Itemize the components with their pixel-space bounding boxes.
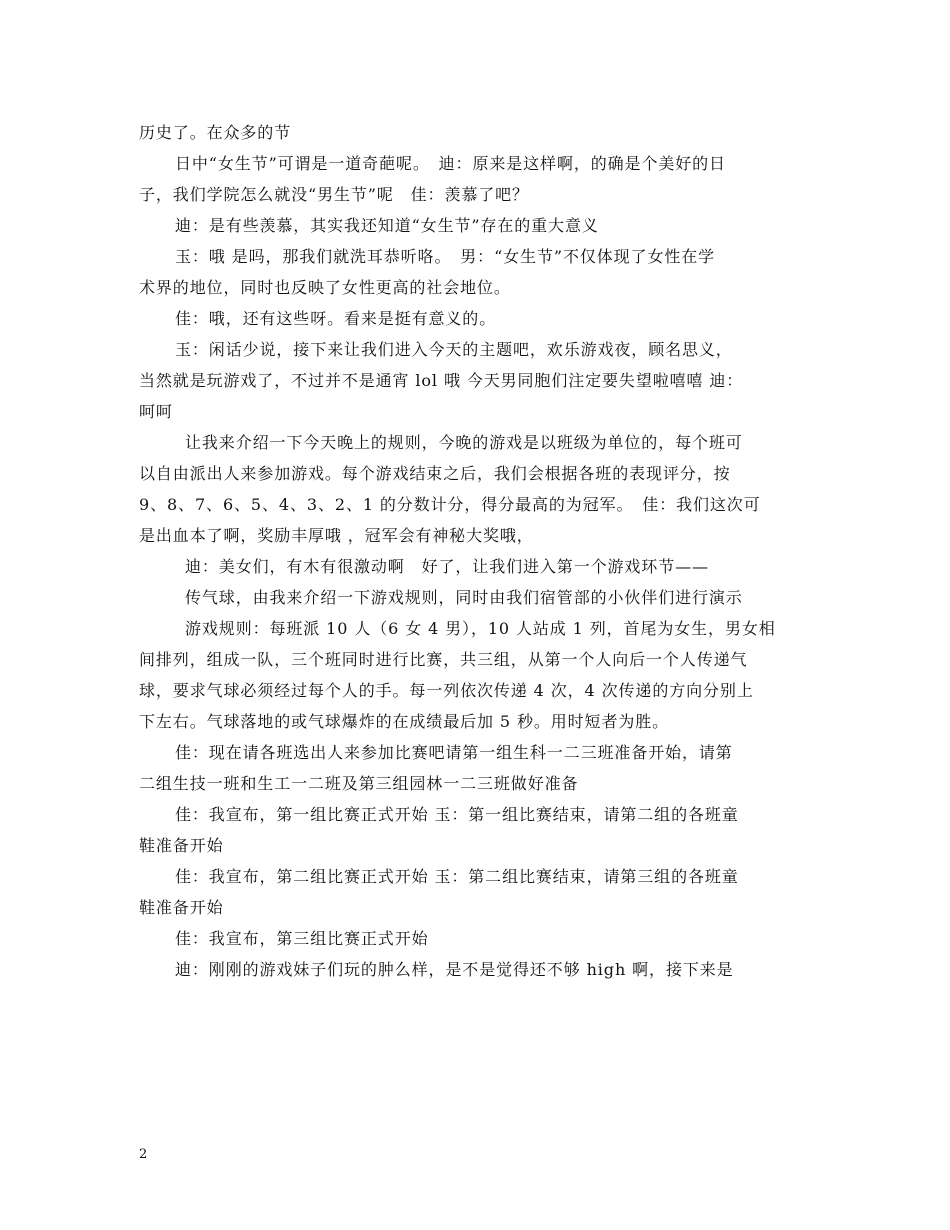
text-line: 下左右。气球落地的或气球爆炸的在成绩最后加 5 秒。用时短者为胜。 [139, 712, 670, 731]
text-line: 二组生技一班和生工一二班及第三组园林一二三班做好准备 [139, 774, 579, 793]
text-line: 球，要求气球必须经过每个人的手。每一列依次传递 4 次，4 次传递的方向分别上 [139, 681, 754, 700]
text-line: 呵呵 [139, 402, 173, 421]
text-line: 玉：哦 是吗，那我们就洗耳恭听咯。 男：“女生节”不仅体现了女性在学 [175, 247, 716, 266]
text-line: 佳：我宣布，第三组比赛正式开始 [175, 929, 429, 948]
text-line: 佳：现在请各班选出人来参加比赛吧请第一组生科一二三班准备开始，请第 [175, 743, 733, 762]
text-line: 游戏规则：每班派 10 人（6 女 4 男），10 人站成 1 列，首尾为女生，男女相 [185, 619, 776, 638]
text-line: 让我来介绍一下今天晚上的规则，今晚的游戏是以班级为单位的，每个班可 [185, 433, 743, 452]
text-line: 当然就是玩游戏了，不过并不是通宵 lol 哦 今天男同胞们注定要失望啦嘻嘻 迪： [139, 371, 744, 390]
text-line: 玉：闲话少说，接下来让我们进入今天的主题吧，欢乐游戏夜，顾名思义， [175, 340, 733, 359]
text-line: 鞋准备开始 [139, 836, 224, 855]
text-line: 传气球，由我来介绍一下游戏规则，同时由我们宿管部的小伙伴们进行演示 [185, 588, 743, 607]
text-line: 迪：刚刚的游戏妹子们玩的肿么样，是不是觉得还不够 high 啊，接下来是 [175, 960, 734, 979]
text-line: 9、8、7、6、5、4、3、2、1 的分数计分，得分最高的为冠军。 佳：我们这次可 [139, 495, 761, 514]
text-line: 迪：美女们，有木有很激动啊 好了，让我们进入第一个游戏环节—— [185, 557, 709, 576]
text-line: 迪：是有些羡慕，其实我还知道“女生节”存在的重大意义 [175, 216, 599, 235]
text-line: 间排列，组成一队，三个班同时进行比赛，共三组，从第一个人向后一个人传递气 [139, 650, 748, 669]
page-number: 2 [139, 1147, 148, 1162]
document-body [139, 117, 814, 985]
text-line: 子，我们学院怎么就没“男生节”呢 佳：羡慕了吧？ [139, 185, 529, 204]
text-line: 佳：哦，还有这些呀。看来是挺有意义的。 [175, 309, 497, 328]
text-line: 佳：我宣布，第一组比赛正式开始 玉：第一组比赛结束，请第二组的各班童 [175, 805, 739, 824]
text-line: 历史了。在众多的节 [139, 123, 292, 142]
text-line: 以自由派出人来参加游戏。每个游戏结束之后，我们会根据各班的表现评分，按 [139, 464, 731, 483]
text-line: 术界的地位，同时也反映了女性更高的社会地位。 [139, 278, 511, 297]
text-line: 鞋准备开始 [139, 898, 224, 917]
text-line: 日中“女生节”可谓是一道奇葩呢。 迪：原来是这样啊，的确是个美好的日 [175, 154, 726, 173]
text-line: 是出血本了啊，奖励丰厚哦 ，冠军会有神秘大奖哦， [139, 526, 534, 545]
text-line: 佳：我宣布，第二组比赛正式开始 玉：第二组比赛结束，请第三组的各班童 [175, 867, 739, 886]
